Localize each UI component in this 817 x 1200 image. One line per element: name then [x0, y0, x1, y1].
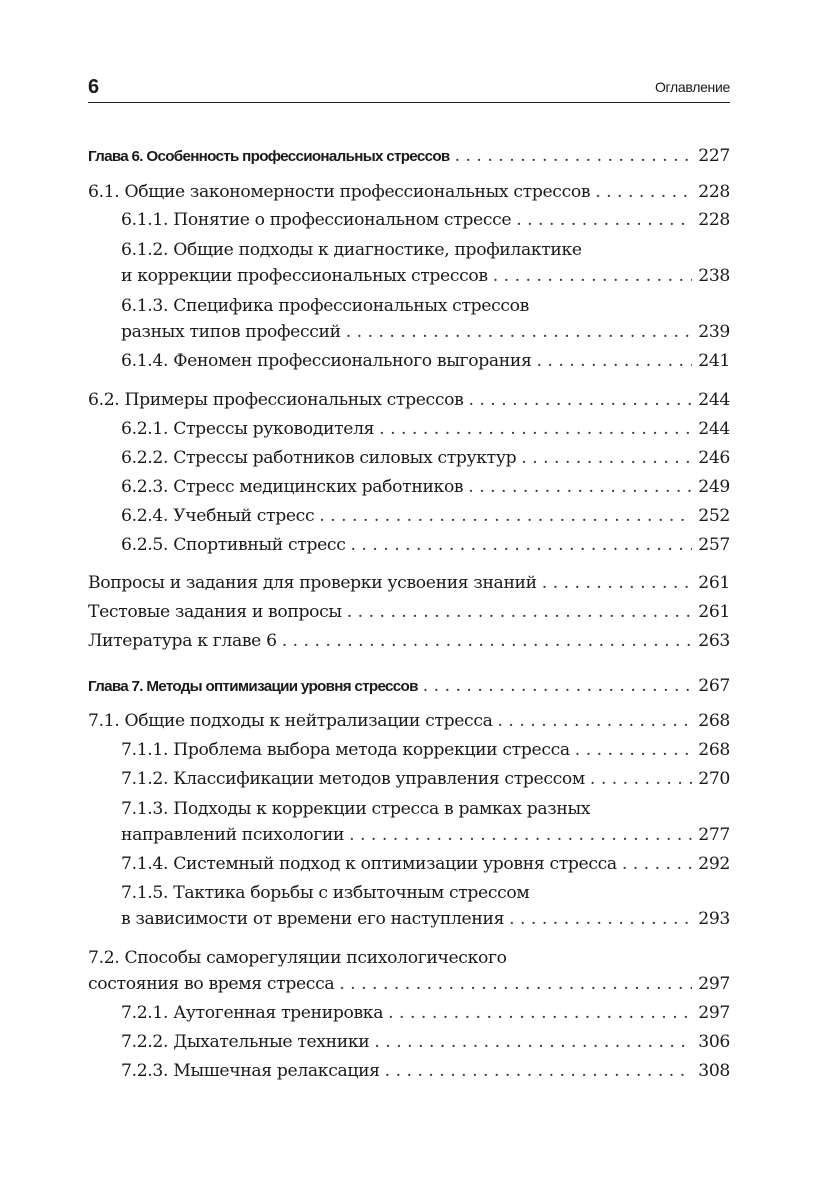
toc-page-number: 267: [698, 676, 730, 696]
toc-page-number: 241: [698, 351, 730, 371]
leader-dots: [347, 602, 693, 622]
toc-entry-title: 6.1.4. Феномен профессионального выгорания: [121, 351, 532, 371]
leader-dots: [536, 351, 692, 371]
toc-page-number: 238: [698, 266, 730, 286]
toc-entry-title: 7.1. Общие подходы к нейтрализации стресса: [88, 711, 493, 731]
toc-page-number: 228: [698, 210, 730, 230]
toc-subsection-7-2-2: [121, 1032, 730, 1052]
toc-entry-title: 7.1.2. Классификации методов управления стрессом: [121, 769, 585, 789]
toc-subsection-6-1-3-line2: [121, 322, 730, 342]
leader-dots: [379, 419, 692, 439]
toc-page-number: 244: [698, 390, 730, 410]
toc-entry-title: 7.1.4. Системный подход к оптимизации уровня стресса: [121, 854, 617, 874]
toc-entry-title: Глава 7. Методы оптимизации уровня стрессов: [88, 678, 418, 695]
leader-dots: [595, 182, 692, 202]
leader-dots: [575, 740, 692, 760]
toc-subsection-6-2-2: [121, 448, 730, 468]
page-header: [88, 76, 730, 103]
toc-entry-title: 6.1.3. Специфика профессиональных стрессов: [121, 296, 529, 316]
toc-subsection-7-1-5-line2: [121, 909, 730, 929]
toc-page-number: 249: [698, 477, 730, 497]
toc-section-7-2-line2: [88, 974, 730, 994]
leader-dots: [339, 974, 692, 994]
toc-entry-title: 6.2. Примеры профессиональных стрессов: [88, 390, 464, 410]
running-title: Оглавление: [654, 79, 730, 95]
toc-entry-title: 7.1.5. Тактика борьбы с избыточным стрессом: [121, 883, 530, 903]
toc-subsection-7-1-4: [121, 854, 730, 874]
leader-dots: [542, 573, 692, 593]
toc-page-number: 228: [698, 182, 730, 202]
toc-entry-title: 7.2.2. Дыхательные техники: [121, 1032, 370, 1052]
leader-dots: [374, 1032, 692, 1052]
toc-subsection-6-2-4: [121, 506, 730, 526]
toc-page-number: 308: [698, 1061, 730, 1081]
toc-page-number: 227: [698, 146, 730, 166]
toc-subsection-6-1-2-line1: [121, 240, 730, 260]
toc-entry-title: Глава 6. Особенность профессиональных стрессов: [88, 148, 450, 165]
toc-entry-title: 7.2.3. Мышечная релаксация: [121, 1061, 380, 1081]
toc-page-number: 246: [698, 448, 730, 468]
toc-entry-title: Литература к главе 6: [88, 631, 277, 651]
toc-section-7-1: [88, 711, 730, 731]
toc-section-6-2: [88, 390, 730, 410]
toc-page-number: 268: [698, 740, 730, 760]
toc-page-number: 263: [698, 631, 730, 651]
toc-entry-title: и коррекции профессиональных стрессов: [121, 266, 488, 286]
toc-entry-title: в зависимости от времени его наступления: [121, 909, 505, 929]
toc-entry-title: 6.2.1. Стрессы руководителя: [121, 419, 375, 439]
toc-subsection-7-1-3-line1: [121, 799, 730, 819]
toc-entry-title: 6.2.2. Стрессы работников силовых структур: [121, 448, 517, 468]
leader-dots: [498, 711, 693, 731]
leader-dots: [509, 909, 692, 929]
toc-subsection-7-1-5-line1: [121, 883, 730, 903]
toc-subsection-6-1-2-line2: [121, 266, 730, 286]
leader-dots: [319, 506, 692, 526]
toc-page-number: 261: [698, 573, 730, 593]
toc-entry-title: направлений психологии: [121, 825, 345, 845]
toc-literature: [88, 631, 730, 651]
toc-page-number: 297: [698, 974, 730, 994]
toc-entry-title: 6.2.3. Стресс медицинских работников: [121, 477, 464, 497]
toc-tests: [88, 602, 730, 622]
toc-page-number: 257: [698, 535, 730, 555]
leader-dots: [590, 769, 692, 789]
leader-dots: [346, 322, 693, 342]
toc-entry-title: состояния во время стресса: [88, 974, 335, 994]
toc-page-number: 292: [698, 854, 730, 874]
toc-page-number: 268: [698, 711, 730, 731]
toc-entry-title: 6.1.1. Понятие о профессиональном стрессе: [121, 210, 512, 230]
toc-entry-title: 6.1. Общие закономерности профессиональных стрессов: [88, 182, 591, 202]
page-number: 6: [88, 76, 100, 98]
toc-page-number: 277: [698, 825, 730, 845]
toc-entry-title: 6.1.2. Общие подходы к диагностике, профилактике: [121, 240, 582, 260]
toc-entry-title: 7.1.3. Подходы к коррекции стресса в рамках разных: [121, 799, 591, 819]
leader-dots: [423, 676, 693, 696]
toc-subsection-6-2-3: [121, 477, 730, 497]
toc-section-7-2-line1: [88, 948, 730, 968]
toc-chapter-6: [88, 146, 730, 166]
toc-page-number: 252: [698, 506, 730, 526]
toc-entry-title: 6.2.4. Учебный стресс: [121, 506, 315, 526]
toc-subsection-7-1-1: [121, 740, 730, 760]
toc-subsection-7-2-3: [121, 1061, 730, 1081]
leader-dots: [622, 854, 692, 874]
toc-subsection-7-1-2: [121, 769, 730, 789]
toc-entry-title: Тестовые задания и вопросы: [88, 602, 342, 622]
leader-dots: [521, 448, 692, 468]
toc-page-number: 244: [698, 419, 730, 439]
toc-page-number: 270: [698, 769, 730, 789]
toc-entry-title: Вопросы и задания для проверки усвоения знаний: [88, 573, 537, 593]
toc-page-number: 297: [698, 1003, 730, 1023]
toc-entry-title: 6.2.5. Спортивный стресс: [121, 535, 346, 555]
toc-entry-title: 7.2.1. Аутогенная тренировка: [121, 1003, 384, 1023]
toc-subsection-6-1-3-line1: [121, 296, 730, 316]
leader-dots: [385, 1061, 693, 1081]
toc-subsection-6-2-5: [121, 535, 730, 555]
toc-subsection-6-1-1: [121, 210, 730, 230]
toc-page-number: 261: [698, 602, 730, 622]
leader-dots: [282, 631, 693, 651]
toc-page-number: 306: [698, 1032, 730, 1052]
leader-dots: [455, 146, 693, 166]
toc-questions: [88, 573, 730, 593]
toc-entry-title: 7.2. Способы саморегуляции психологического: [88, 948, 507, 968]
leader-dots: [493, 266, 692, 286]
toc-entry-title: 7.1.1. Проблема выбора метода коррекции стресса: [121, 740, 570, 760]
leader-dots: [516, 210, 692, 230]
toc-subsection-6-2-1: [121, 419, 730, 439]
leader-dots: [468, 477, 692, 497]
leader-dots: [350, 535, 692, 555]
toc-entry-title: разных типов профессий: [121, 322, 341, 342]
toc-subsection-7-1-3-line2: [121, 825, 730, 845]
toc-subsection-6-1-4: [121, 351, 730, 371]
toc-chapter-7: [88, 676, 730, 696]
toc-subsection-7-2-1: [121, 1003, 730, 1023]
leader-dots: [388, 1003, 692, 1023]
leader-dots: [468, 390, 692, 410]
toc-section-6-1: [88, 182, 730, 202]
toc-page-number: 293: [698, 909, 730, 929]
leader-dots: [349, 825, 692, 845]
toc-page-number: 239: [698, 322, 730, 342]
